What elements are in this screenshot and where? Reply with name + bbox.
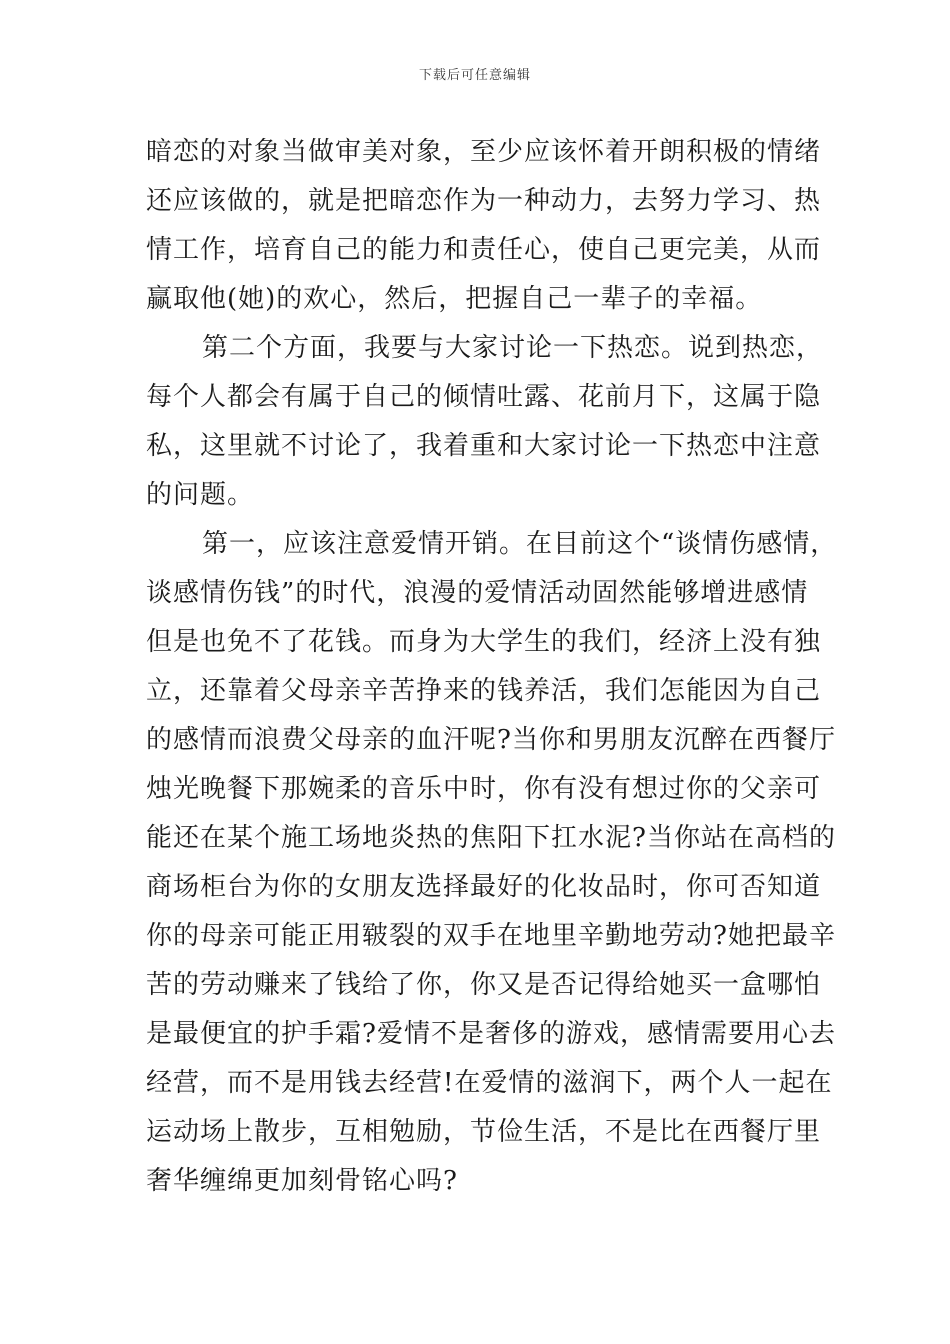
text-line: 奢华缠绵更加刻骨铭心吗? [146, 1166, 458, 1196]
text-line: 的感情而浪费父母亲的血汗呢?当你和男朋友沉醉在西餐厅 [146, 725, 836, 755]
document-body [146, 128, 838, 1206]
text-line: 你的母亲可能正用皲裂的双手在地里辛勤地劳动?她把最辛 [146, 921, 836, 951]
text-line: 但是也免不了花钱。而身为大学生的我们，经济上没有独 [146, 627, 822, 657]
text-line: 烛光晚餐下那婉柔的音乐中时，你有没有想过你的父亲可 [146, 774, 822, 804]
text-line: 第二个方面，我要与大家讨论一下热恋。说到热恋， [202, 333, 824, 363]
paragraph [146, 520, 838, 1206]
text-line: 苦的劳动赚来了钱给了你，你又是否记得给她买一盒哪怕 [146, 970, 822, 1000]
text-line: 第一，应该注意爱情开销。在目前这个“谈情伤感情， [202, 529, 838, 559]
text-line: 是最便宜的护手霜?爱情不是奢侈的游戏，感情需要用心去 [146, 1019, 836, 1049]
paragraph [146, 324, 824, 520]
text-line: 能还在某个施工场地炎热的焦阳下扛水泥?当你站在高档的 [146, 823, 836, 853]
text-line: 情工作，培育自己的能力和责任心，使自己更完美，从而 [146, 235, 822, 265]
text-line: 赢取他(她)的欢心，然后，把握自己一辈子的幸福。 [146, 284, 763, 314]
text-line: 的问题。 [146, 480, 255, 510]
text-line: 商场柜台为你的女朋友选择最好的化妆品时，你可否知道 [146, 872, 822, 902]
text-line: 私，这里就不讨论了，我着重和大家讨论一下热恋中注意 [146, 431, 822, 461]
text-line: 暗恋的对象当做审美对象，至少应该怀着开朗积极的情绪 [146, 137, 822, 167]
text-line: 还应该做的，就是把暗恋作为一种动力，去努力学习、热 [146, 186, 822, 216]
text-line: 每个人都会有属于自己的倾情吐露、花前月下，这属于隐 [146, 382, 822, 412]
text-line: 经营，而不是用钱去经营!在爱情的滋润下，两个人一起在 [146, 1068, 833, 1098]
text-line: 谈感情伤钱”的时代，浪漫的爱情活动固然能够增进感情 [146, 578, 809, 608]
text-line: 运动场上散步，互相勉励，节俭生活，不是比在西餐厅里 [146, 1117, 822, 1147]
paragraph [146, 128, 822, 324]
page-header: 下载后可任意编辑 [418, 68, 531, 83]
text-line: 立，还靠着父母亲辛苦挣来的钱养活，我们怎能因为自己 [146, 676, 822, 706]
